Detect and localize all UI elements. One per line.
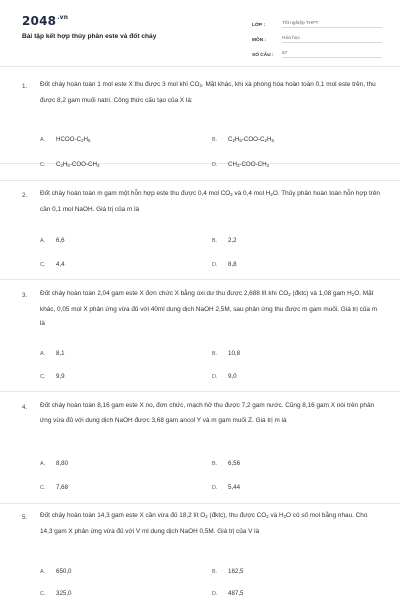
- option-letter: D.: [212, 485, 218, 491]
- meta-label: LỚP :: [252, 23, 266, 28]
- option-text: HCOO-$C_2H_5$: [56, 136, 91, 143]
- option-letter: C.: [40, 162, 46, 168]
- option-a[interactable]: [40, 136, 90, 143]
- option-letter: D.: [212, 374, 218, 380]
- option-d[interactable]: [212, 484, 240, 491]
- option-letter: C.: [40, 374, 46, 380]
- option-b[interactable]: [212, 350, 240, 357]
- option-text: 162,5: [228, 568, 244, 575]
- option-letter: D.: [212, 591, 218, 597]
- option-letter: C.: [40, 262, 46, 268]
- option-text: 6,56: [228, 460, 241, 467]
- option-letter: B.: [212, 351, 218, 357]
- option-b[interactable]: [212, 460, 240, 467]
- option-letter: D.: [212, 162, 218, 168]
- option-text: 325,0: [56, 590, 72, 597]
- option-c[interactable]: [40, 161, 99, 168]
- option-d[interactable]: [212, 161, 269, 168]
- question-text: Đốt cháy hoàn toàn 8,16 gam este X no, đơn chức, mạch hở thu được 7,2 gam nước. Cũng 8,16 gam X nói trên phản ứng vừa đủ với dung dịch NaOH được 3,68 gam ancol Y và m gam muối Z. Giá trị m là: [40, 402, 375, 424]
- meta-row-count: [252, 46, 382, 58]
- meta-value: 67: [282, 51, 382, 58]
- question-item: [0, 280, 400, 392]
- option-text: 8,1: [56, 350, 65, 357]
- option-letter: B.: [212, 461, 218, 467]
- logo-main: 2048: [22, 14, 57, 28]
- question-number: 2.: [22, 192, 28, 199]
- question-text: Đốt cháy hoàn toàn 1 mol este X thu được 3 mol khí $CO_2$. Mặt khác, khi xà phòng hóa hoàn toàn 0,1 mol este trên, thu được 8,2 gam muối natri. Công thức cấu tạo của X là:: [40, 81, 376, 104]
- page-header: [0, 0, 400, 66]
- option-d[interactable]: [212, 261, 237, 268]
- site-logo[interactable]: [22, 14, 68, 28]
- meta-value: Hóa học: [282, 36, 382, 43]
- meta-value: Tốt nghiệp THPT: [282, 21, 382, 28]
- option-letter: B.: [212, 569, 218, 575]
- option-text: 6,6: [56, 237, 65, 244]
- option-c[interactable]: [40, 590, 71, 597]
- option-b[interactable]: [212, 237, 237, 244]
- question-number: 5.: [22, 514, 28, 521]
- option-d[interactable]: [212, 590, 243, 597]
- option-letter: A.: [40, 137, 46, 143]
- logo-suffix: .vn: [57, 14, 69, 21]
- question-item: [0, 180, 400, 280]
- option-letter: A.: [40, 238, 46, 244]
- question-number: 3.: [22, 292, 28, 299]
- option-text: 9,9: [56, 373, 65, 380]
- option-text: 5,44: [228, 484, 241, 491]
- option-text: 4,4: [56, 261, 65, 268]
- option-b[interactable]: [212, 136, 274, 143]
- question-number: 4.: [22, 404, 28, 411]
- question-text: Đốt cháy hoàn toàn 14,3 gam este X cần vừa đủ 18,2 lít $O_2$ (đktc), thu được $CO_2$ và $H_2O$ có số mol bằng nhau. Cho 14,3 gam X phản ứng vừa đủ với V ml dung dịch NaOH 0,5M. Giá trị của V là: [40, 512, 368, 535]
- option-text: 8,8: [228, 261, 237, 268]
- question-item: [0, 66, 400, 168]
- option-letter: D.: [212, 262, 218, 268]
- option-b[interactable]: [212, 568, 243, 575]
- option-d[interactable]: [212, 373, 237, 380]
- option-text: 2,2: [228, 237, 237, 244]
- question-list: [0, 66, 400, 597]
- option-a[interactable]: [40, 568, 71, 575]
- meta-row-class: [252, 16, 382, 28]
- question-text: Đốt cháy hoàn toàn m gam một hỗn hợp este thu được 0,4 mol $CO_2$ và 0,4 mol $H_2O$. Thủy phân hoàn toàn hỗn hợp trên cần 0,1 mol NaOH. Giá trị của m là: [40, 190, 380, 213]
- option-letter: B.: [212, 137, 218, 143]
- option-letter: B.: [212, 238, 218, 244]
- question-number: 1.: [22, 83, 28, 90]
- option-text: 650,0: [56, 568, 72, 575]
- option-text: $C_2H_5-COO-C_2H_5$: [228, 136, 274, 143]
- option-text: 8,80: [56, 460, 69, 467]
- option-letter: A.: [40, 461, 46, 467]
- meta-row-subject: [252, 31, 382, 43]
- option-text: 9,0: [228, 373, 237, 380]
- option-c[interactable]: [40, 484, 68, 491]
- option-a[interactable]: [40, 460, 68, 467]
- document-title: Bài tập kết hợp thủy phân este và đốt cháy: [22, 33, 157, 40]
- option-text: 7,68: [56, 484, 69, 491]
- option-a[interactable]: [40, 350, 65, 357]
- option-letter: C.: [40, 485, 46, 491]
- option-a[interactable]: [40, 237, 65, 244]
- question-item: [0, 504, 400, 600]
- option-letter: C.: [40, 591, 46, 597]
- option-letter: A.: [40, 569, 46, 575]
- option-text: 487,5: [228, 590, 244, 597]
- option-c[interactable]: [40, 373, 65, 380]
- option-letter: A.: [40, 351, 46, 357]
- option-text: $CH_3-COO-CH_3$: [228, 161, 269, 168]
- option-text: $C_2H_5-COO-CH_3$: [56, 161, 100, 168]
- question-text: Đốt cháy hoàn toàn 2,04 gam este X đơn chức X bằng oxi dư thu được 2,688 lít khí $CO_2$ (đktc) và 1,08 gam $H_2O$. Mặt khác, 0,05 mol X phản ứng vừa đủ với 40ml dung dịch NaOH 2,5M, sau phản ứng thu được m gam muối. Giá trị của m là: [40, 290, 378, 327]
- document-meta: [252, 16, 382, 61]
- question-item: [0, 392, 400, 504]
- option-c[interactable]: [40, 261, 65, 268]
- meta-label: MÔN :: [252, 38, 267, 43]
- meta-label: SỐ CÂU :: [252, 53, 274, 58]
- option-text: 10,8: [228, 350, 241, 357]
